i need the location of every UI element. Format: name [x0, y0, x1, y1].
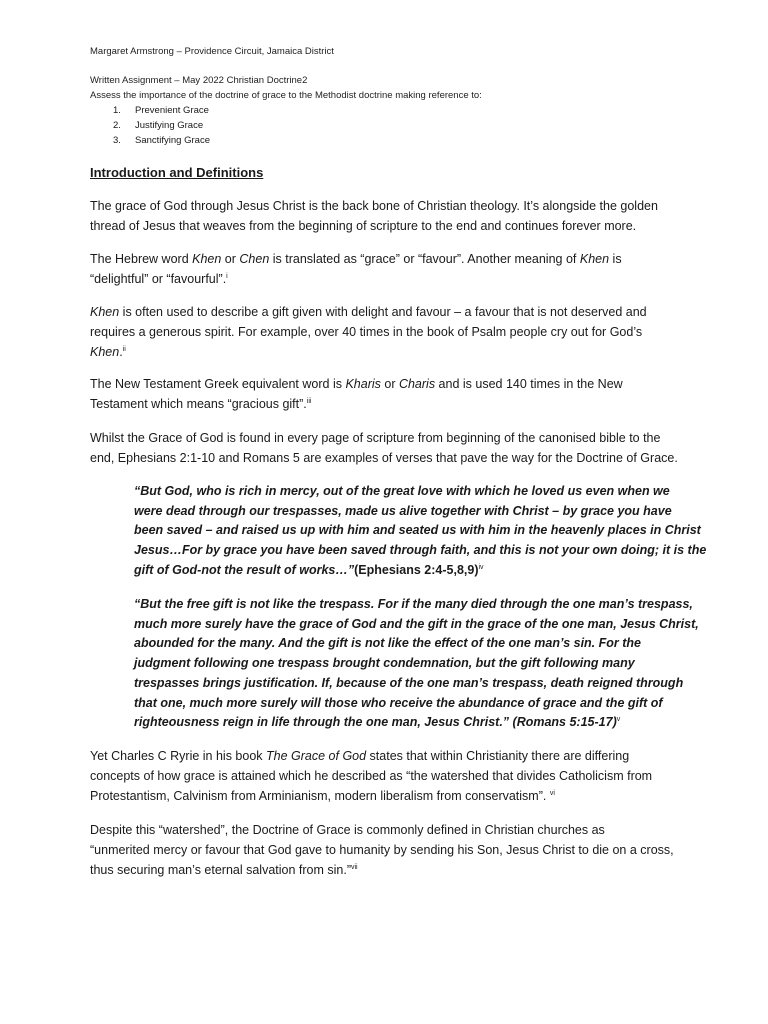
section-heading: Introduction and Definitions — [90, 165, 264, 180]
text-line — [90, 786, 682, 806]
paragraph-1 — [90, 196, 682, 236]
term-charis: Charis — [398, 377, 436, 391]
quote-line: much more surely have the grace of God and the gift in the grace of the one man, Jesus Christ, — [134, 616, 699, 631]
text-run: . — [119, 345, 123, 359]
quote-line: abounded for the many. And the gift is not like the effect of the one man’s sin. For the — [134, 636, 641, 651]
quote-line: “But the free gift is not like the trespass. For if the many died through the one man’s trespass, — [134, 597, 693, 611]
text-line — [90, 249, 682, 269]
text-run: or — [380, 377, 399, 391]
footnote-ref[interactable]: vii — [351, 864, 358, 871]
paragraph-5 — [90, 428, 682, 468]
term-khen: Khen — [90, 305, 120, 319]
list-number: 1. — [113, 105, 121, 116]
text-run: and is used 140 times in the New — [435, 377, 623, 391]
text-run: Yet Charles C Ryrie in his book — [90, 749, 267, 763]
text-line: end, Ephesians 2:1-10 and Romans 5 are examples of verses that pave the way for the Doctrine of Grace. — [90, 451, 678, 465]
text-run: or — [221, 252, 240, 266]
text-line: concepts of how grace is attained which he described as “the watershed that divides Catholicism from — [90, 769, 653, 783]
text-line — [90, 860, 682, 880]
text-line — [90, 394, 682, 414]
term-kharis: Kharis — [345, 377, 381, 391]
text-run: righteousness reign in life through the one man, Jesus Christ.” (Romans 5:15-17) — [134, 715, 617, 730]
text-line — [90, 746, 682, 766]
scripture-reference: (Ephesians 2:4-5,8,9) — [354, 562, 479, 577]
footnote-ref[interactable]: iv — [478, 563, 484, 571]
paragraph-7 — [90, 820, 682, 880]
paragraph-3 — [90, 302, 682, 362]
paragraph-6 — [90, 746, 682, 806]
text-run: states that within Christianity there are differing — [366, 749, 630, 763]
quote-line: “But God, who is rich in mercy, out of the great love with which he loved us even when we — [134, 484, 670, 498]
assignment-prompt: Assess the importance of the doctrine of grace to the Methodist doctrine making reference to: — [90, 90, 482, 101]
author-line: Margaret Armstrong – Providence Circuit, Jamaica District — [90, 46, 334, 57]
list-number: 2. — [113, 120, 121, 131]
term-khen: Khen — [579, 252, 610, 266]
footnote-ref[interactable]: iii — [306, 398, 312, 405]
list-number: 3. — [113, 135, 121, 146]
assignment-title: Written Assignment – May 2022 Christian Doctrine2 — [90, 75, 308, 86]
quote-line: judgment following one trespass brought condemnation, but the gift following many — [134, 656, 635, 671]
text-run: thus securing man’s eternal salvation from sin.” — [90, 863, 351, 877]
list-item — [113, 118, 210, 133]
text-run: Protestantism, Calvinism from Arminianism, modern liberalism from conservatism”. — [90, 789, 550, 803]
term-khen: Khen — [90, 345, 120, 359]
assignment-list — [113, 103, 210, 148]
text-line — [90, 342, 682, 362]
footnote-ref[interactable]: v — [616, 716, 621, 724]
text-line — [90, 302, 682, 322]
book-title: The Grace of God — [266, 749, 367, 763]
paragraph-4 — [90, 374, 682, 414]
list-label: Prevenient Grace — [135, 105, 209, 116]
list-label: Justifying Grace — [135, 120, 204, 131]
list-item — [113, 103, 210, 118]
text-run: is translated as “grace” or “favour”. Another meaning of — [269, 252, 580, 266]
text-run: The Hebrew word — [90, 252, 193, 266]
quote-line — [134, 713, 682, 733]
quote-line: trespasses brings justification. If, because of the one man’s trespass, death reigned through — [134, 675, 684, 690]
text-line: thread of Jesus that weaves from the beginning of scripture to the end and continues forever more. — [90, 219, 637, 233]
list-label: Sanctifying Grace — [135, 135, 210, 146]
text-run: is often used to describe a gift given with delight and favour – a favour that is not deserved and — [119, 305, 647, 319]
term-khen: Khen — [192, 252, 222, 266]
quote-line: been saved – and raised us up with him and seated us with him in the heavenly places in Christ — [134, 523, 701, 538]
text-run: The New Testament Greek equivalent word is — [90, 377, 346, 391]
text-line — [90, 374, 682, 394]
text-line — [90, 269, 682, 289]
term-chen: Chen — [239, 252, 270, 266]
text-line: requires a generous spirit. For example, over 40 times in the book of Psalm people cry out for God’s — [90, 325, 643, 339]
block-quote-romans — [134, 595, 699, 733]
footnote-ref[interactable]: ii — [122, 346, 126, 353]
text-run: Testament which means “gracious gift”. — [90, 397, 307, 411]
quote-line: Jesus…For by grace you have been saved through faith, and this is not your own doing; it is the — [134, 543, 707, 558]
block-quote-ephesians — [134, 482, 707, 581]
footnote-ref[interactable]: vi — [549, 790, 555, 797]
text-line: “unmerited mercy or favour that God gave to humanity by sending his Son, Jesus Christ to die on a cross, — [90, 843, 674, 857]
assignment-block — [90, 73, 482, 103]
list-item — [113, 133, 210, 148]
quote-line — [134, 561, 682, 581]
text-line: Despite this “watershed”, the Doctrine of Grace is commonly defined in Christian churches as — [90, 823, 605, 837]
footnote-ref[interactable]: i — [226, 273, 228, 280]
text-run: “delightful” or “favourful”. — [90, 272, 227, 286]
text-line: The grace of God through Jesus Christ is the back bone of Christian theology. It’s alongside the golden — [90, 199, 658, 213]
paragraph-2 — [90, 249, 682, 289]
text-line: Whilst the Grace of God is found in every page of scripture from beginning of the canonised bible to the — [90, 431, 661, 445]
quote-line: were dead through our trespasses, made us alive together with Christ – by grace you have — [134, 503, 672, 518]
quote-line: that one, much more surely will those who receive the abundance of grace and the gift of — [134, 695, 663, 710]
text-run: is — [609, 252, 622, 266]
text-run: gift of God-not the result of works…” — [134, 562, 355, 577]
